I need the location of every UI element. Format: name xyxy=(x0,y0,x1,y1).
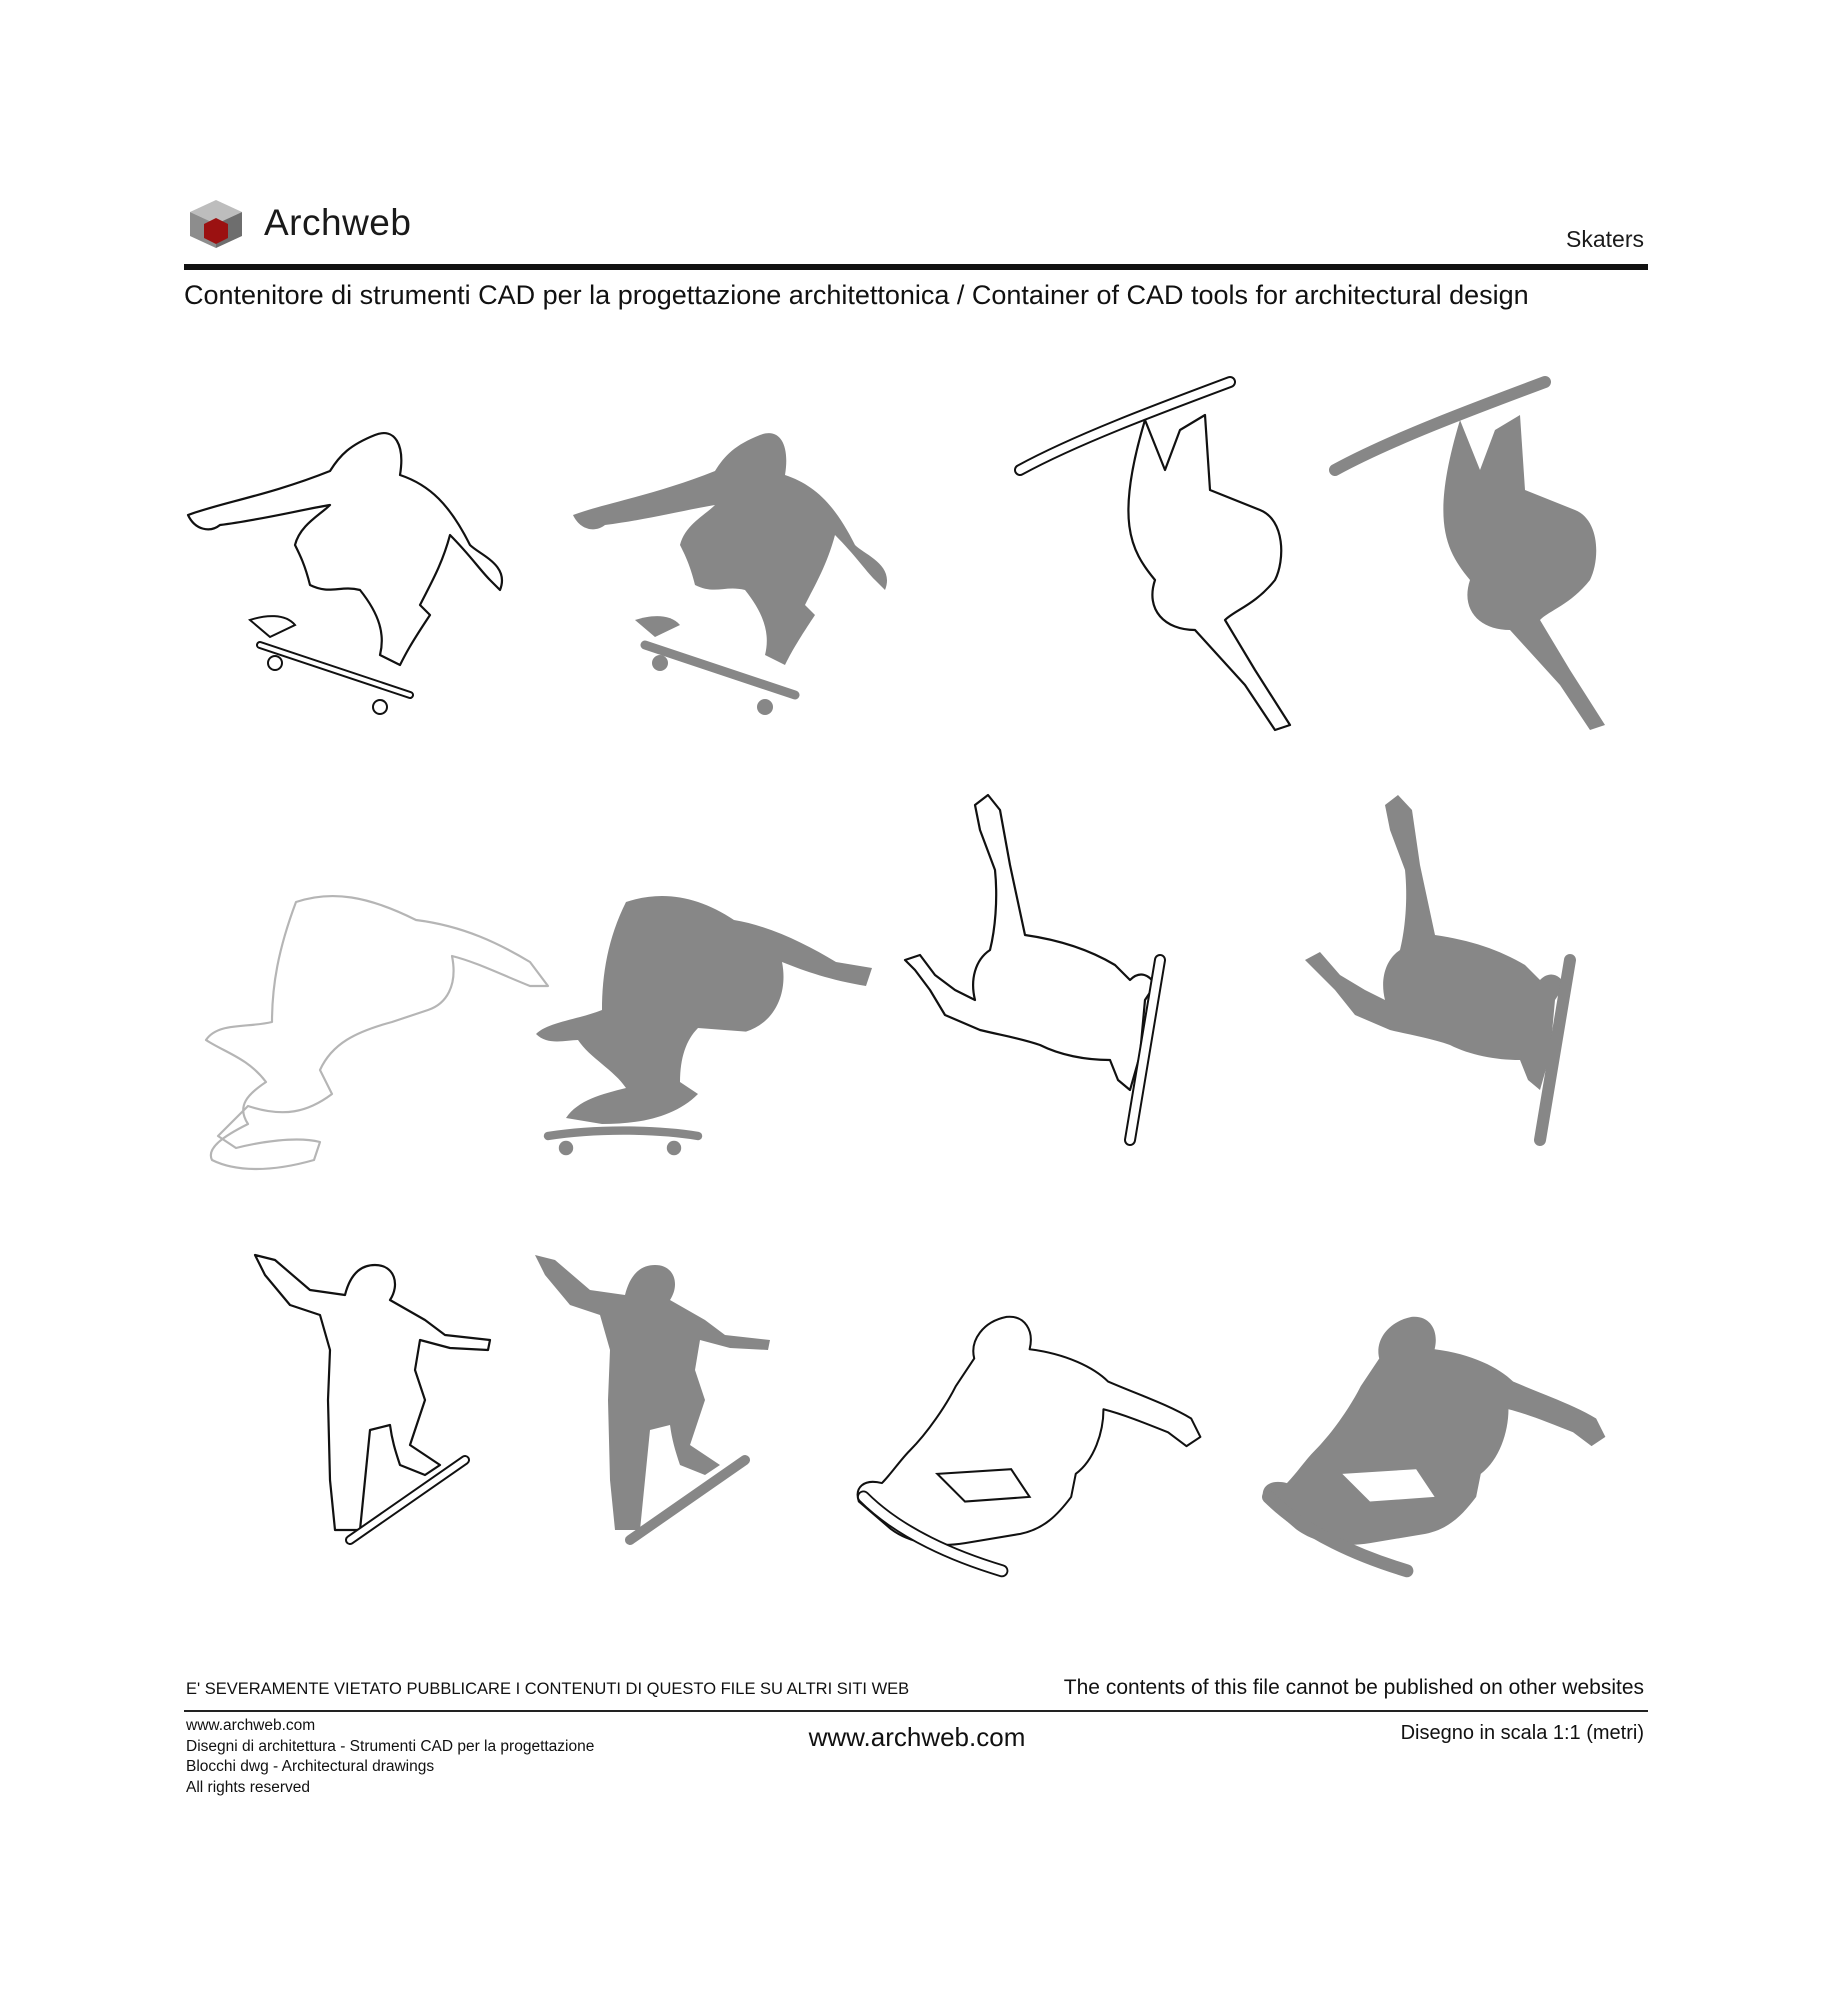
credits-line: Disegni di architettura - Strumenti CAD per la progettazione xyxy=(186,1737,595,1755)
skater-4-silhouette xyxy=(1280,790,1640,1160)
credits-line: www.archweb.com xyxy=(186,1717,316,1734)
credits-line: Blocchi dwg - Architectural drawings xyxy=(186,1758,435,1775)
skater-6-outline xyxy=(845,1275,1205,1645)
skater-1-outline xyxy=(180,390,540,760)
footer-rule xyxy=(184,1710,1648,1712)
website-url: www.archweb.com xyxy=(808,1722,1026,1752)
scale-note: Disegno in scala 1:1 (metri) xyxy=(1400,1722,1644,1744)
skater-5-silhouette xyxy=(470,1250,830,1620)
skater-6-silhouette xyxy=(1250,1275,1610,1645)
archweb-logo-icon xyxy=(188,198,244,250)
skater-1-silhouette xyxy=(565,390,925,760)
skater-3-outline xyxy=(200,855,560,1225)
sheet-title: Skaters xyxy=(1566,226,1644,252)
brand-name: Archweb xyxy=(264,202,412,243)
skater-4-outline xyxy=(890,790,1250,1160)
warning-english: The contents of this file cannot be published on other websites xyxy=(1063,1676,1644,1699)
skater-2-silhouette xyxy=(1300,370,1660,740)
skater-3-silhouette xyxy=(530,855,890,1225)
warning-italian: E' SEVERAMENTE VIETATO PUBBLICARE I CONTENUTI DI QUESTO FILE SU ALTRI SITI WEB xyxy=(186,1680,910,1698)
header-rule xyxy=(184,264,1648,270)
tagline: Contenitore di strumenti CAD per la progettazione architettonica / Container of CAD tools for architectural design xyxy=(184,280,1529,310)
skater-2-outline xyxy=(985,370,1345,740)
credits-line: All rights reserved xyxy=(186,1778,311,1796)
